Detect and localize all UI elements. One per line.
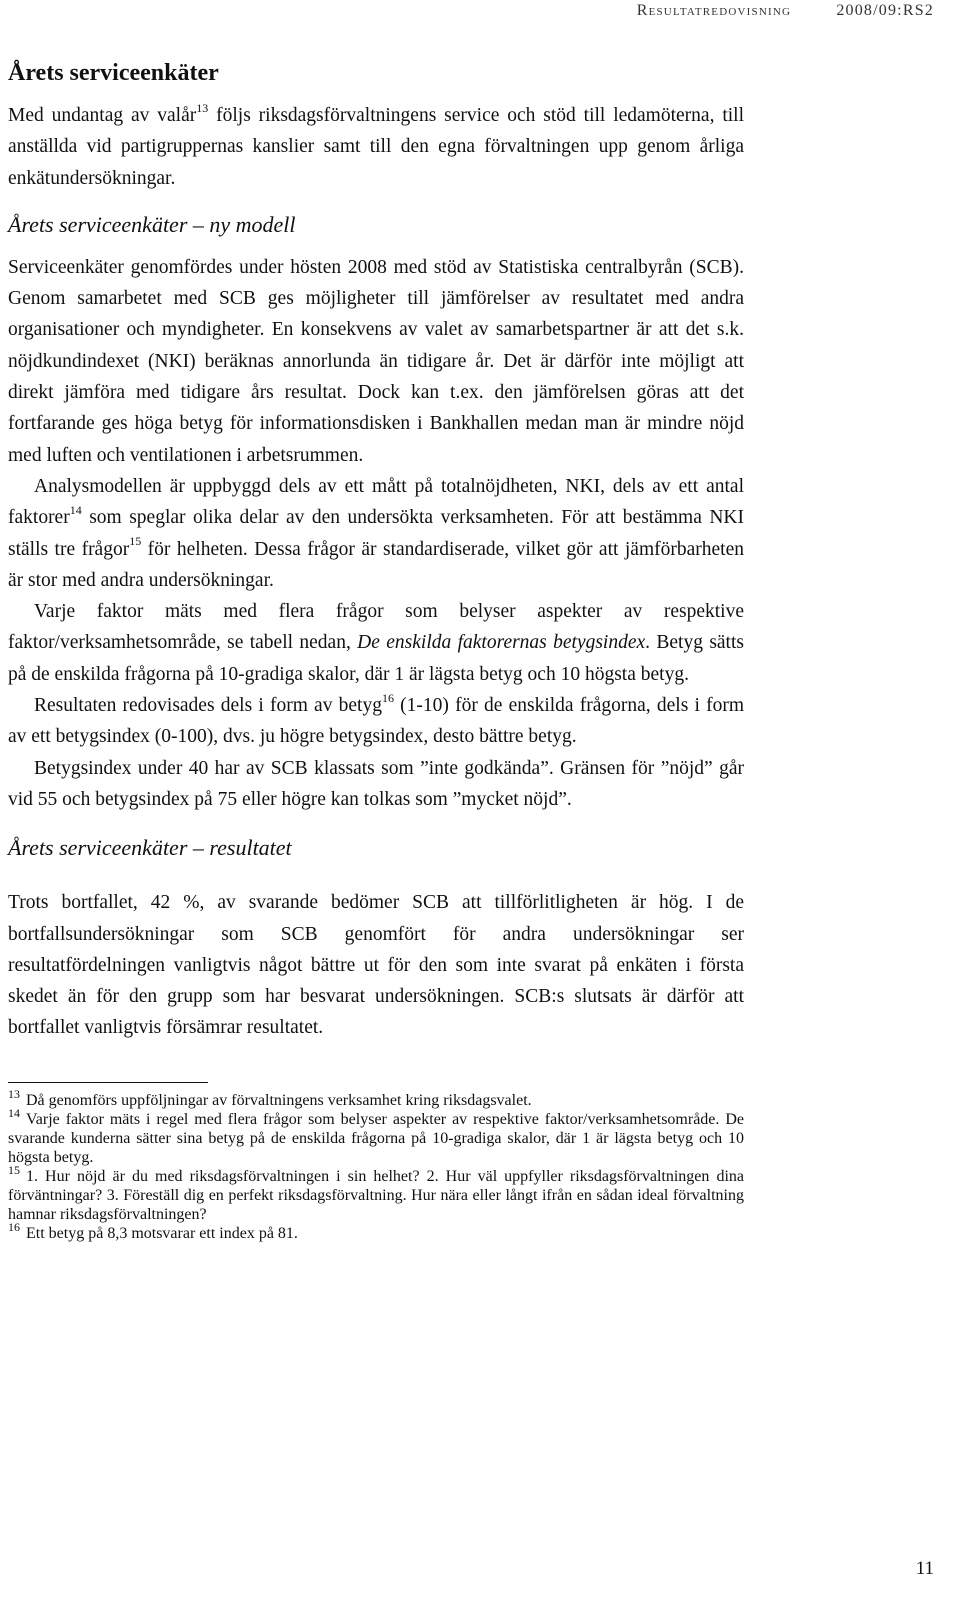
- footnote-ref-13[interactable]: 13: [196, 100, 209, 115]
- footnote-divider: [8, 1082, 208, 1083]
- results-heading: Årets serviceenkäter – resultatet: [8, 835, 292, 861]
- footnotes: [8, 1087, 744, 1243]
- footnote: $^{14}$ Varje faktor mäts i regel med flera frågor som belyser aspekter av respektive faktor/verksamhetsområde. De svarande kunderna sätter sina betyg på de enskilda frågorna på 10-gradiga skalor, där 1 är lägsta betyg och 10 högsta betyg.: [8, 1106, 744, 1166]
- section-title: Årets serviceenkäter: [8, 60, 219, 86]
- page-body: [8, 56, 744, 1243]
- footnote: $^{16}$ Ett betyg på 8,3 motsvarar ett index på 81.: [8, 1220, 298, 1242]
- model-paragraph-5: Betygsindex under 40 har av SCB klassats som ”inte godkända”. Gränsen för ”nöjd” går vid 55 och betygsindex på 75 eller högre kan tolkas som ”mycket nöjd”.: [8, 757, 744, 810]
- model-heading: Årets serviceenkäter – ny modell: [8, 211, 296, 237]
- footnote-ref-15[interactable]: 15: [129, 534, 142, 549]
- footnote: $^{13}$ Då genomförs uppföljningar av förvaltningens verksamhet kring riksdagsvalet.: [8, 1087, 532, 1109]
- model-paragraph-1: Serviceenkäter genomfördes under hösten 2008 med stöd av Statistiska centralbyrån (SCB). Genom samarbetet med SCB ges möjligheter till jämförelser av resultatet med andra organisationer och myndigheter. En konsekvens av valet av samarbetspartner är att det s.k. nöjdkundindexet (NKI) beräknas annorlunda än tidigare år. Det är därför inte möjligt att direkt jämföra med tidigare års resultat. Dock kan t.ex. den jämförelsen göras att det fortfarande ges höga betyg för informationsdisken i Bankhallen medan man är mindre nöjd med luften och ventilationen i arbetsrummen.: [8, 256, 744, 466]
- footnote-ref-16[interactable]: 16: [381, 690, 394, 705]
- footnote: $^{15}$ 1. Hur nöjd är du med riksdagsförvaltningen i sin helhet? 2. Hur väl uppfyller riksdagsförvaltningen dina förväntningar? 3. Föreställ dig en perfekt riksdagsförvaltning. Hur nära eller långt ifrån en sådan ideal förvaltning hamnar riksdagsförvaltningen?: [8, 1163, 744, 1223]
- page-number: 11: [915, 1558, 934, 1579]
- model-paragraph-2: Analysmodellen är uppbyggd dels av ett mått på totalnöjdheten, NKI, dels av ett antal faktorer$^{14}$ som speglar olika delar av den undersökta verksamheten. För att bestämma NKI ställs tre frågor$^{15}$ för helheten. Dessa frågor är standardiserade, vilket gör att jämförbarheten är stor med andra undersökningar.: [8, 475, 744, 591]
- model-paragraph-4: Resultaten redovisades dels i form av betyg$^{16}$ (1-10) för de enskilda frågorna, dels i form av ett betygsindex (0-100), dvs. ju högre betygsindex, desto bättre betyg.: [8, 690, 744, 748]
- footnote-ref-14[interactable]: 14: [69, 502, 82, 517]
- results-paragraph: Trots bortfallet, 42 %, av svarande bedömer SCB att tillförlitligheten är hög. I de bortfallsundersökningar som SCB genomfört för andra undersökningar ser resultatfördelningen vanligtvis något bättre ut för den som inte svarat på enkäten i första skedet än för den grupp som har besvarat undersökningen. SCB:s slutsats är därför att bortfallet vanligtvis försämrar resultatet.: [8, 892, 744, 1039]
- header-label: Resultatredovisning: [636, 2, 792, 19]
- page-header: [637, 2, 934, 20]
- document-code: 2008/09:RS2: [836, 2, 934, 19]
- table-reference: De enskilda faktorernas betygsindex: [357, 632, 646, 654]
- model-paragraph-3: Varje faktor mäts med flera frågor som belyser aspekter av respektive faktor/verksamhetsområde, se tabell nedan, De enskilda faktorernas betygsindex. Betyg sätts på de enskilda frågorna på 10-gradiga skalor, där 1 är lägsta betyg och 10 högsta betyg.: [8, 601, 744, 685]
- intro-paragraph: Med undantag av valår$^{13}$ följs riksdagsförvaltningens service och stöd till ledamöterna, till anställda vid partigruppernas kanslier samt till den egna förvaltningen upp genom årliga enkätundersökningar.: [8, 100, 744, 189]
